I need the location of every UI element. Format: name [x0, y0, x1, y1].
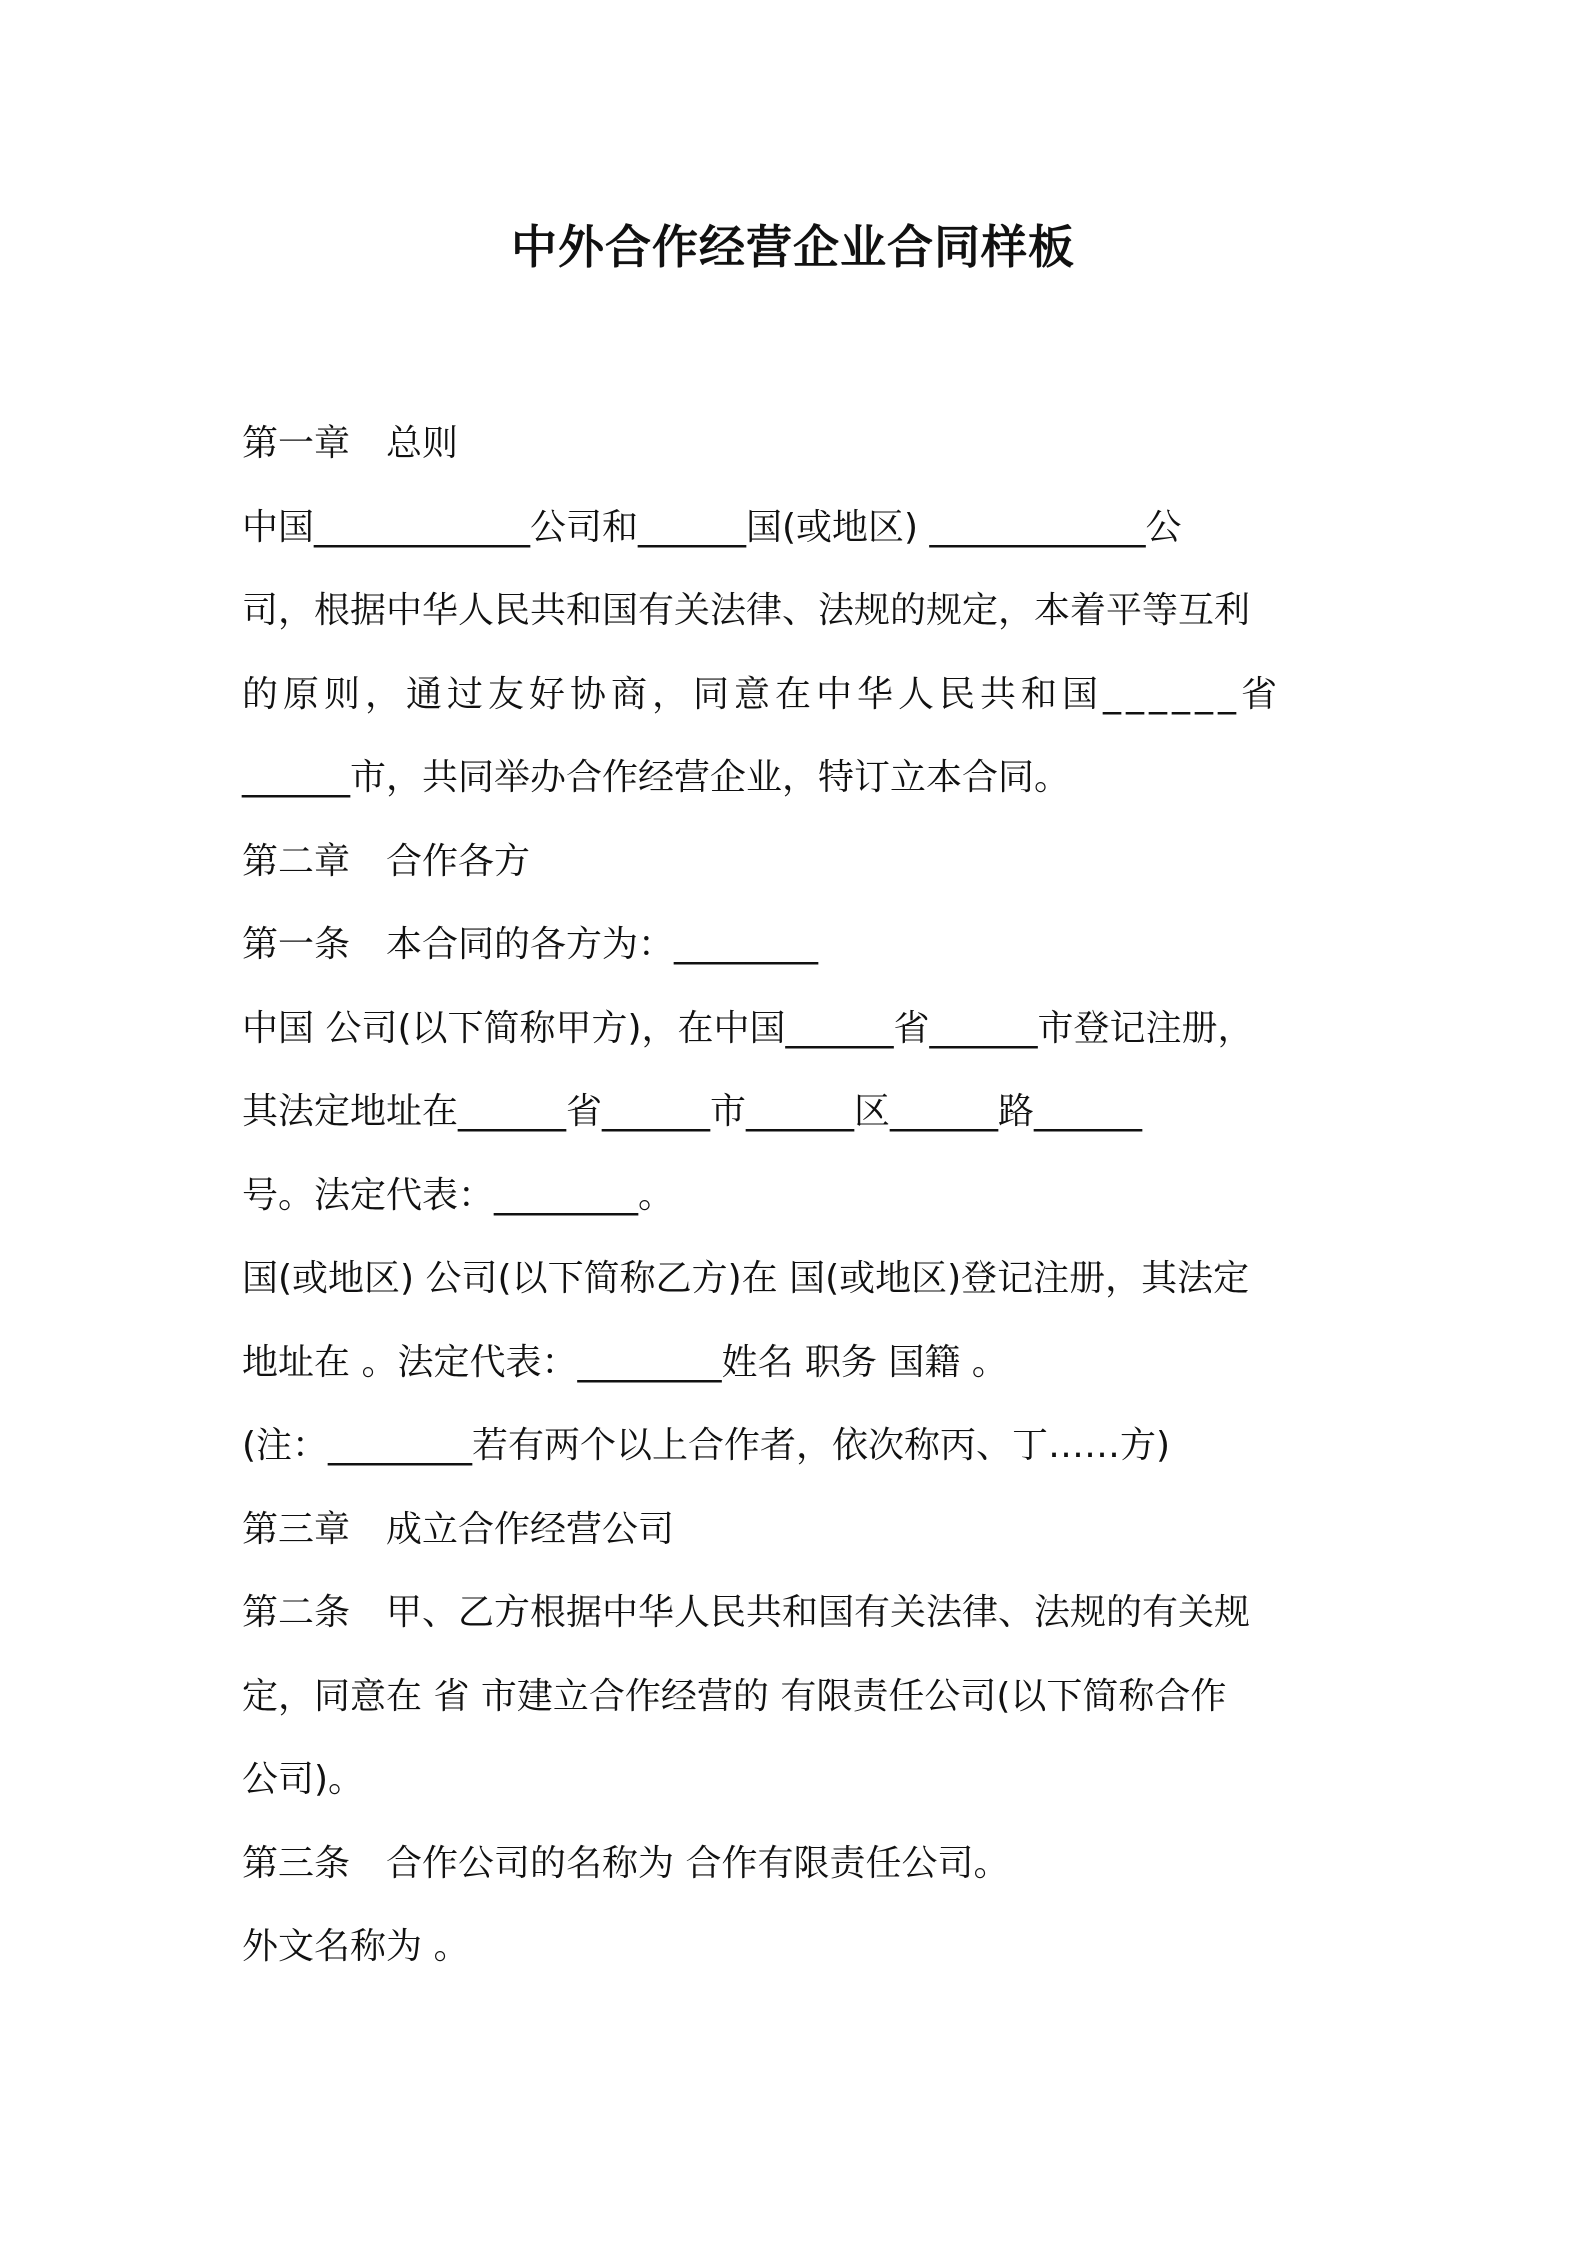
- paragraph-line: 地址在 。法定代表：________姓名 职务 国籍 。: [242, 1341, 1008, 1383]
- article-line: 第二条 甲、乙方根据中华人民共和国有关法律、法规的有关规: [242, 1592, 1251, 1633]
- chapter-heading: 第一章 总则: [242, 423, 459, 464]
- chapter-heading: 第二章 合作各方: [242, 840, 531, 882]
- document-title: 中外合作经营企业合同样板: [511, 220, 1075, 274]
- paragraph-line: 中国 公司(以下简称甲方)，在中国______省______市登记注册，: [242, 1007, 1254, 1049]
- chapter-heading: 第三章 成立合作经营公司: [242, 1508, 675, 1550]
- paragraph-line: 司，根据中华人民共和国有关法律、法规的规定，本着平等互利: [242, 590, 1251, 631]
- paragraph-line: 外文名称为 。: [242, 1926, 470, 1967]
- paragraph-line: ______市，共同举办合作经营企业，特订立本合同。: [242, 757, 1071, 798]
- paragraph-line: 定，同意在 省 市建立合作经营的 有限责任公司(以下简称合作: [242, 1675, 1227, 1717]
- paragraph-line: 公司)。: [242, 1759, 365, 1800]
- paragraph-line: 的原则，通过友好协商，同意在中华人民共和国______省: [242, 673, 1283, 715]
- paragraph-line: 国(或地区) 公司(以下简称乙方)在 国(或地区)登记注册，其法定: [242, 1258, 1250, 1299]
- paragraph-line: 号。法定代表：________。: [242, 1174, 675, 1216]
- article-line: 第一条 本合同的各方为：________: [242, 924, 819, 965]
- article-line: 第三条 合作公司的名称为 合作有限责任公司。: [242, 1842, 1010, 1884]
- document-body: [242, 402, 1362, 1989]
- note-line: (注：________若有两个以上合作者，依次称丙、丁……方): [242, 1425, 1171, 1466]
- paragraph-line: 其法定地址在______省______市______区______路______: [242, 1091, 1143, 1132]
- paragraph-line: 中国____________公司和______国(或地区) ____________公: [242, 506, 1182, 548]
